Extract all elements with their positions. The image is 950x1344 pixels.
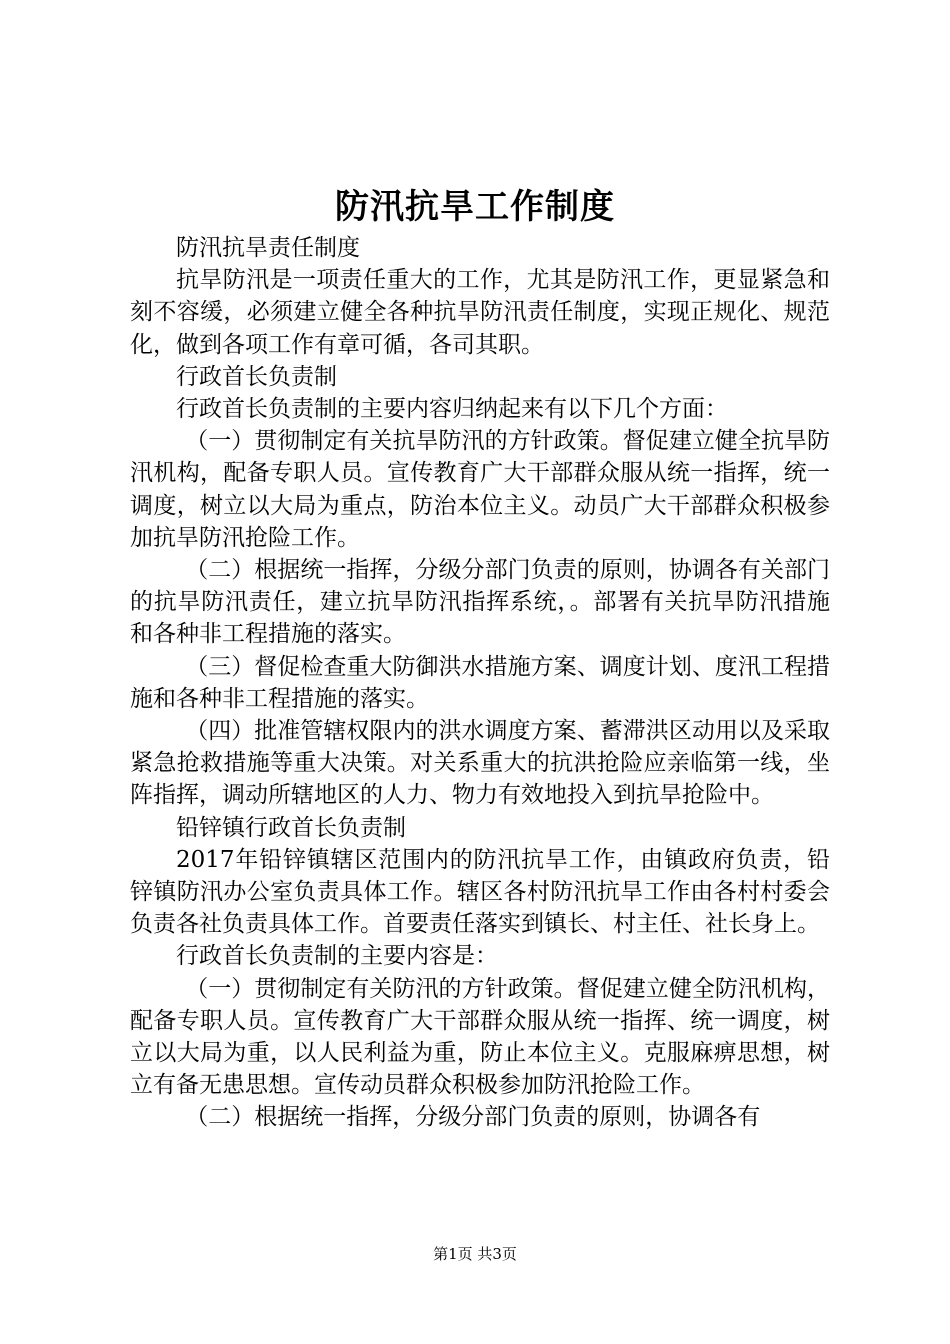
paragraph: 行政首长负责制的主要内容归纳起来有以下几个方面：: [176, 396, 728, 423]
list-item: （四）批准管辖权限内的洪水调度方案、蓄滞洪区动用以及采取紧急抢救措施等重大决策。对关系重大的抗洪抢险应亲临第一线，坐阵指挥，调动所辖地区的人力、物力有效地投入到抗旱抢险中。: [130, 718, 830, 809]
section-heading: 铅锌镇行政首长负责制: [176, 814, 406, 841]
list-item: （二）根据统一指挥，分级分部门负责的原则，协调各有关部门的抗旱防汛责任，建立抗旱防汛指挥系统，。部署有关抗旱防汛措施和各种非工程措施的落实。: [130, 557, 830, 648]
list-item: （一）贯彻制定有关抗旱防汛的方针政策。督促建立健全抗旱防汛机构，配备专职人员。宣传教育广大干部群众服从统一指挥，统一调度，树立以大局为重点，防治本位主义。动员广大干部群众积极参加抗旱防汛抢险工作。: [130, 428, 830, 551]
list-item: （一）贯彻制定有关防汛的方针政策。督促建立健全防汛机构，配备专职人员。宣传教育广大干部群众服从统一指挥、统一调度，树立以大局为重，以人民利益为重，防止本位主义。克服麻痹思想，树立有备无患思想。宣传动员群众积极参加防汛抢险工作。: [130, 975, 830, 1099]
paragraph: 抗旱防汛是一项责任重大的工作，尤其是防汛工作，更显紧急和刻不容缓，必须建立健全各种抗旱防汛责任制度，实现正规化、规范化，做到各项工作有章可循，各司其职。: [130, 267, 830, 358]
list-item: （二）根据统一指挥，分级分部门负责的原则，协调各有: [185, 1104, 761, 1131]
list-item: （三）督促检查重大防御洪水措施方案、调度计划、度汛工程措施和各种非工程措施的落实。: [130, 653, 830, 712]
paragraph: 行政首长负责制的主要内容是：: [176, 943, 498, 970]
document-title: 防汛抗旱工作制度: [335, 187, 615, 227]
paragraph: 2017年铅锌镇辖区范围内的防汛抗旱工作，由镇政府负责，铅锌镇防汛办公室负责具体工作。辖区各村防汛抗旱工作由各村村委会负责各社负责具体工作。首要责任落实到镇长、村主任、社长身上。: [130, 846, 830, 938]
section-heading: 行政首长负责制: [176, 363, 337, 390]
section-heading: 防汛抗旱责任制度: [176, 235, 360, 261]
page-footer: 第1页 共3页: [433, 1245, 517, 1263]
document-body: [130, 232, 830, 1134]
